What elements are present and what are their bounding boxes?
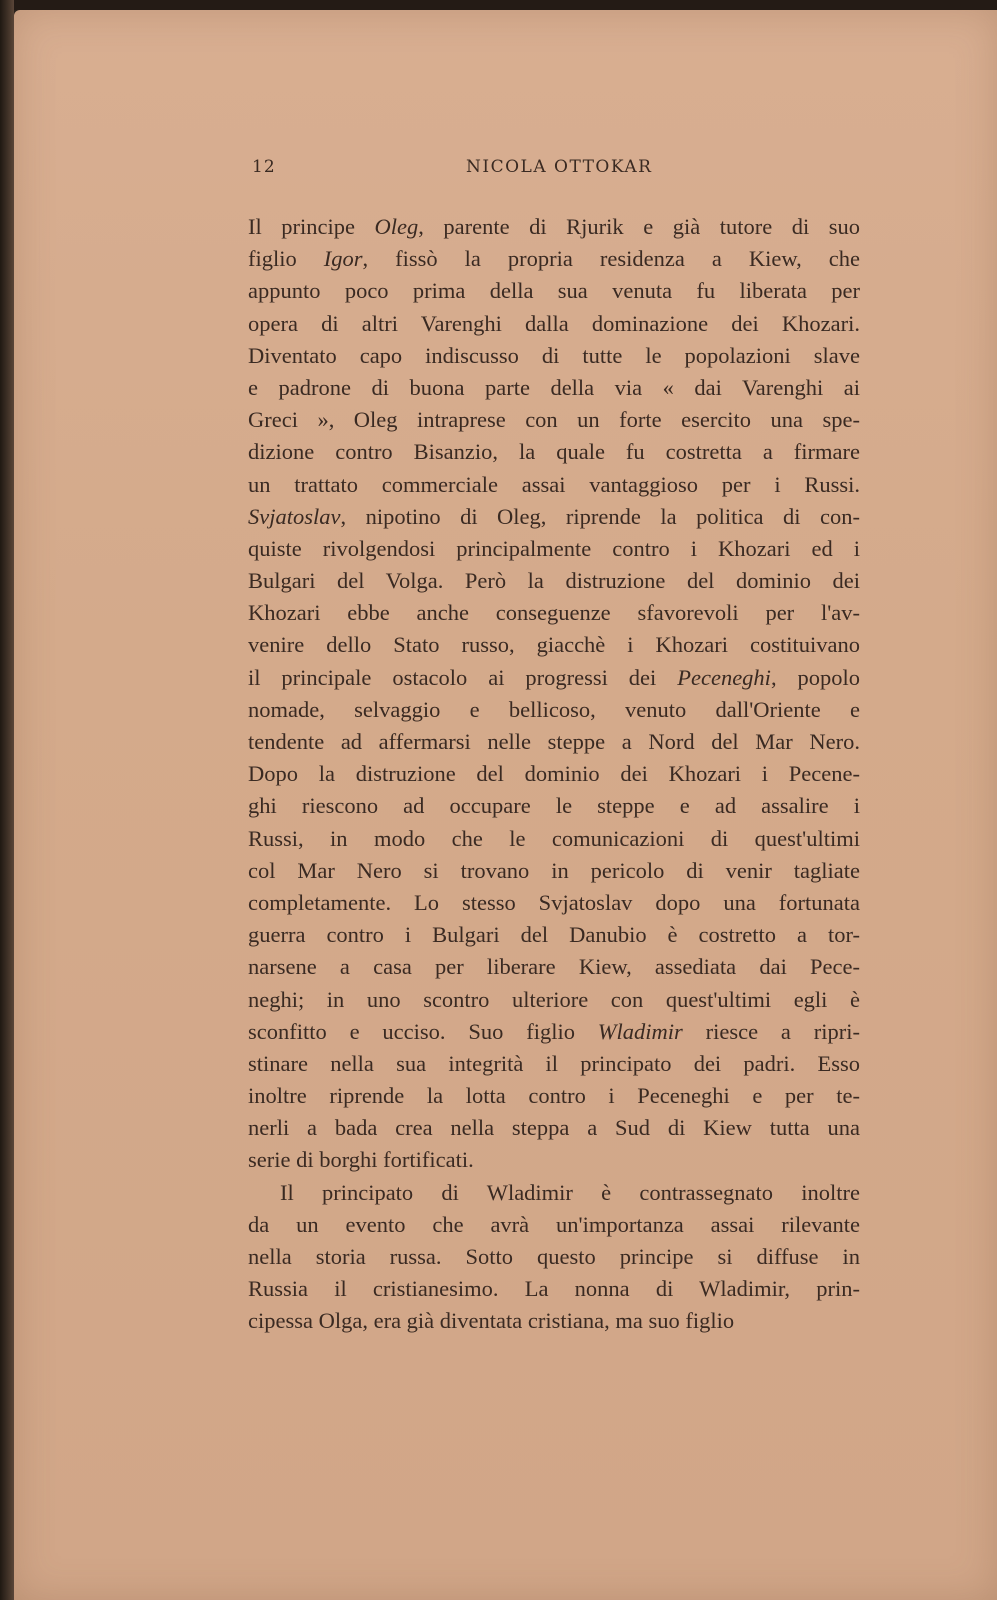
text-run: appunto poco prima della sua venuta fu liberata per <box>248 278 860 304</box>
text-line <box>248 308 860 340</box>
text-run: riesce a ripri- <box>682 1018 860 1044</box>
text-line <box>248 1016 860 1048</box>
text-run: sconfitto e ucciso. Suo figlio <box>248 1018 598 1044</box>
text-run: Bulgari del Volga. Però la distruzione del dominio dei <box>248 568 860 594</box>
text-run: nella storia russa. Sotto questo principe si diffuse in <box>248 1244 860 1269</box>
text-run: neghi; in uno scontro ulteriore con quest'ultimi egli è <box>248 986 860 1012</box>
text-run: cipessa Olga, era già diventata cristiana, ma suo figlio <box>248 1308 735 1334</box>
text-run: Il principato di Wladimir è contrassegnato inoltre <box>280 1179 860 1205</box>
text-line <box>248 372 860 404</box>
text-run: da un evento che avrà un'importanza assai rilevante <box>248 1211 860 1237</box>
text-line <box>248 919 860 951</box>
text-run: Diventato capo indiscusso di tutte le popolazioni slave <box>248 342 860 368</box>
text-run: Greci », Oleg intraprese con un forte esercito una spe- <box>248 407 860 433</box>
text-run: figlio <box>248 246 324 272</box>
text-run: venire dello Stato russo, giacchè i Khozari costituivano <box>248 632 860 658</box>
text-line <box>248 790 860 822</box>
text-line <box>248 597 860 629</box>
text-line <box>248 1273 860 1305</box>
text-line <box>248 275 860 307</box>
text-run: Russia il cristianesimo. La nonna di Wladimir, prin- <box>248 1276 860 1302</box>
italic-name: Wladimir <box>597 1018 683 1044</box>
text-line <box>248 1305 860 1337</box>
text-run: Khozari ebbe anche conseguenze sfavorevoli per l'av- <box>248 600 860 626</box>
text-line <box>248 887 860 919</box>
text-run: Il principe <box>248 214 375 239</box>
text-line <box>248 758 860 790</box>
text-run: nomade, selvaggio e bellicoso, venuto dall'Oriente e <box>248 696 860 722</box>
text-line <box>248 694 860 726</box>
text-run: inoltre riprende la lotta contro i Peceneghi e per te- <box>248 1083 860 1109</box>
text-run: narsene a casa per liberare Kiew, assediata dai Pece- <box>248 954 860 980</box>
text-line <box>248 436 860 468</box>
text-line <box>248 211 860 243</box>
text-line <box>248 1209 860 1241</box>
text-line <box>248 951 860 983</box>
text-run: , fissò la propria residenza a Kiew, che <box>362 246 860 272</box>
text-run: col Mar Nero si trovano in pericolo di venir tagliate <box>248 857 860 883</box>
text-run: quiste rivolgendosi principalmente contro i Khozari ed i <box>248 535 860 561</box>
text-run: Dopo la distruzione del dominio dei Khozari i Pecene- <box>248 761 860 787</box>
running-title: NICOLA OTTOKAR <box>466 157 653 177</box>
text-run: dizione contro Bisanzio, la quale fu costretta a firmare <box>248 439 860 465</box>
book-spine-edge <box>0 0 14 1600</box>
text-line <box>248 1080 860 1112</box>
italic-name: Oleg <box>374 214 419 239</box>
text-run: Russi, in modo che le comunicazioni di quest'ultimi <box>248 825 860 851</box>
text-run: serie di borghi fortificati. <box>248 1147 474 1173</box>
text-line <box>248 1112 860 1144</box>
text-line <box>248 1048 860 1080</box>
italic-name: Peceneghi <box>677 664 771 690</box>
text-line <box>248 629 860 661</box>
text-line <box>248 404 860 436</box>
page-number: 12 <box>252 157 276 177</box>
text-line <box>248 501 860 533</box>
text-run: un trattato commerciale assai vantaggioso per i Russi. <box>248 471 860 497</box>
italic-name: Svjatoslav <box>248 503 341 529</box>
text-run: tendente ad affermarsi nelle steppe a Nord del Mar Nero. <box>248 729 860 754</box>
text-line <box>248 565 860 597</box>
text-line <box>248 662 860 694</box>
text-run: , parente di Rjurik e già tutore di suo <box>418 214 860 239</box>
text-run: stinare nella sua integrità il principato dei padri. Esso <box>248 1050 860 1076</box>
text-run: completamente. Lo stesso Svjatoslav dopo una fortunata <box>248 889 860 915</box>
text-line <box>248 823 860 855</box>
text-line <box>248 533 860 565</box>
text-line <box>248 1177 860 1209</box>
text-line <box>248 984 860 1016</box>
scan-top-border <box>0 0 997 10</box>
text-line <box>248 726 860 758</box>
text-run: e padrone di buona parte della via « dai Varenghi ai <box>248 374 860 400</box>
text-run: guerra contro i Bulgari del Danubio è costretto a tor- <box>248 922 860 948</box>
text-run: ghi riescono ad occupare le steppe e ad assalire i <box>248 793 860 819</box>
text-line <box>248 340 860 372</box>
running-header <box>252 157 662 181</box>
text-run: , nipotino di Oleg, riprende la politica di con- <box>340 503 860 529</box>
text-run: , popolo <box>770 664 860 690</box>
text-run: opera di altri Varenghi dalla dominazione dei Khozari. <box>248 310 860 336</box>
text-line <box>248 855 860 887</box>
body-text <box>248 211 860 1338</box>
italic-name: Igor <box>323 246 363 272</box>
text-run: nerli a bada crea nella steppa a Sud di Kiew tutta una <box>248 1115 860 1141</box>
text-line <box>248 1144 860 1176</box>
text-run: il principale ostacolo ai progressi dei <box>248 664 678 690</box>
text-line <box>248 1241 860 1273</box>
text-line <box>248 243 860 275</box>
text-line <box>248 469 860 501</box>
